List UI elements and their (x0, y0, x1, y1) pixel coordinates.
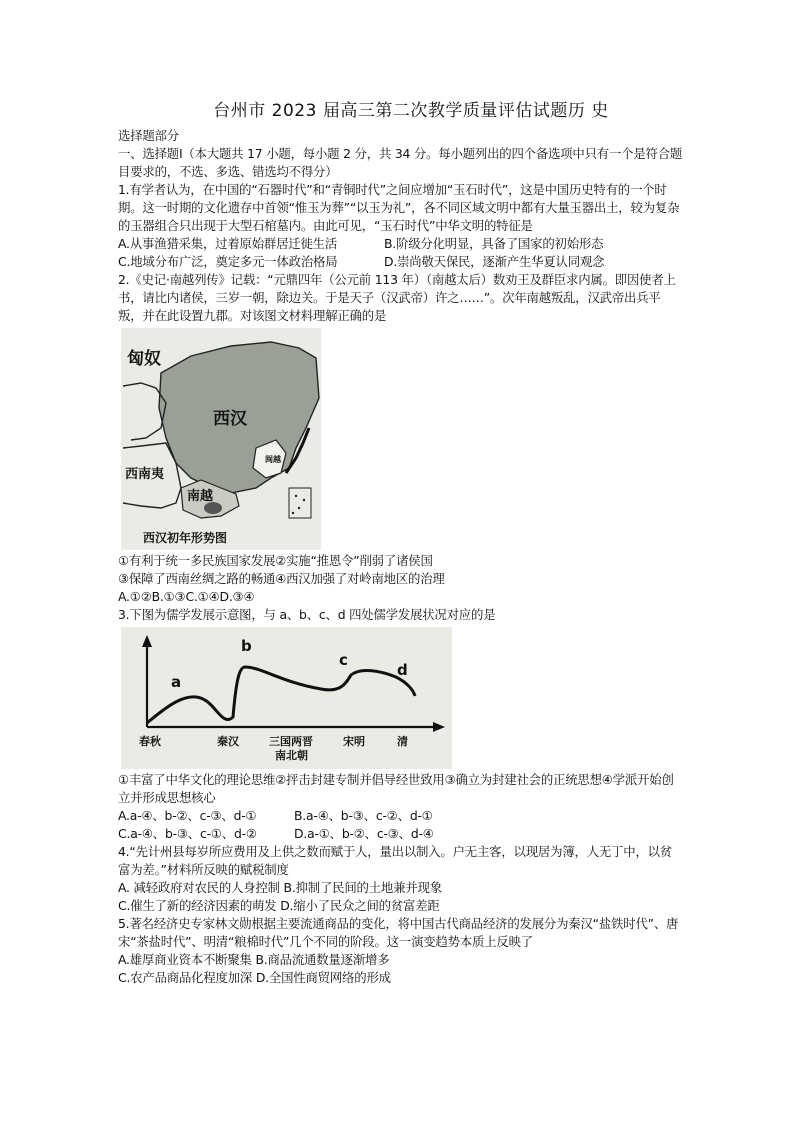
q3-options-row-1 (118, 807, 684, 825)
western-han-map (121, 328, 321, 550)
q2-stem: 2.《史记·南越列传》记载：“元鼎四年（公元前 113 年）（南越太后）数劝王及群臣求内属。即因使者上书，请比内诸侯，三岁一朝，除边关。于是天子（汉武帝）许之……”。次年南越叛乱，汉武帝出兵平叛，并在此设置九郡。对该图文材料理解正确的是 (118, 272, 676, 323)
map-drawing (121, 328, 321, 550)
q2-statements-1: ①有利于统一多民族国家发展②实施“推恩令”削弱了诸侯国 (118, 553, 433, 568)
map-label-xinanyi: 西南夷 (125, 467, 165, 482)
q3-options-row-2 (118, 825, 684, 843)
q5-stem: 5.著名经济史专家林文勋根据主要流通商品的变化，将中国古代商品经济的发展分为秦汉“盐铁时代”、唐宋“茶盐时代”、明清“粮棉时代”几个不同的阶段。这一演变趋势本质上反映了 (118, 916, 679, 949)
chart-period-nanbeichao: 南北朝 (275, 749, 308, 762)
chart-period-chunqiu: 春秋 (139, 735, 161, 748)
q3-option-d: D.a-①、b-②、c-③、d-④ (294, 826, 434, 841)
q3-statements: ①丰富了中华文化的理论思维②抨击封建专制并倡导经世致用③确立为封建社会的正统思想④学派开始创立并形成思想核心 (118, 772, 674, 805)
q5-options-ab: A.雄厚商业资本不断聚集 B.商品流通数量逐渐增多 (118, 952, 390, 967)
chart-point-a: a (171, 673, 182, 691)
q1-option-d: D.崇尚敬天保民，逐渐产生华夏认同观念 (384, 254, 605, 269)
chart-point-d: d (397, 661, 408, 679)
chart-period-qinhan: 秦汉 (217, 735, 239, 748)
chart-point-b: b (241, 637, 252, 655)
q2-statements-2: ③保障了西南丝绸之路的畅通④西汉加强了对岭南地区的治理 (118, 571, 445, 586)
chart-point-c: c (339, 651, 348, 669)
map-label-nanyue: 南越 (187, 489, 214, 504)
q2-options: A.①②B.①③C.①④D.③④ (118, 589, 255, 604)
q5-options-cd: C.农产品商品化程度加深 D.全国性商贸网络的形成 (118, 970, 391, 985)
q1-options-row-1 (118, 235, 684, 253)
map-caption: 西汉初年形势图 (143, 531, 228, 545)
exam-page (118, 96, 684, 987)
section-label: 选择题部分 (118, 128, 179, 143)
map-label-minyue: 闽越 (265, 454, 281, 464)
map-label-xihan: 西汉 (213, 409, 247, 429)
q4-stem: 4.“先计州县每岁所应费用及上供之数而赋于人，量出以制入。户无主客，以现居为簿，人无丁中，以贫富为差。”材料所反映的赋税制度 (118, 844, 673, 877)
section-instructions: 一、选择题Ⅰ（本大题共 17 小题，每小题 2 分，共 34 分。每小题列出的四个备选项中只有一个是符合题目要求的，不选、多选、错选均不得分） (118, 146, 683, 179)
q1-options-row-2 (118, 253, 684, 271)
chart-drawing (121, 627, 452, 769)
chart-period-qing: 清 (397, 735, 408, 748)
chart-period-sanguo: 三国两晋 (269, 735, 313, 748)
q1-stem: 1.有学者认为，在中国的“石器时代”和“青铜时代”之间应增加“玉石时代”，这是中国历史特有的一个时期。这一时期的文化遗存中首领“惟玉为葬”“以玉为礼”，各不同区域文明中都有大量玉器出土，较为复杂的玉器组合只出现于大型石棺墓内。由此可见，“玉石时代”中华文明的特征是 (118, 182, 680, 233)
q3-option-a: A.a-④、b-②、c-③、d-① (118, 808, 257, 823)
q4-options-cd: C.催生了新的经济因素的萌发 D.缩小了民众之间的贫富差距 (118, 898, 440, 913)
q4-options-ab: A. 减轻政府对农民的人身控制 B.抑制了民间的土地兼并现象 (118, 880, 442, 895)
q1-option-a: A.从事渔猎采集，过着原始群居迁徙生活 (118, 236, 338, 251)
q1-option-c: C.地域分布广泛，奠定多元一体政治格局 (118, 254, 338, 269)
confucianism-development-chart (121, 627, 452, 769)
exam-title: 台州市 2023 届高三第二次教学质量评估试题历 史 (213, 101, 609, 121)
q3-stem: 3.下图为儒学发展示意图，与 a、b、c、d 四处儒学发展状况对应的是 (118, 607, 496, 622)
q3-option-b: B.a-④、b-③、c-②、d-① (294, 808, 433, 823)
q1-option-b: B.阶级分化明显，具备了国家的初始形态 (384, 236, 604, 251)
q3-option-c: C.a-④、b-③、c-①、d-② (118, 826, 257, 841)
map-label-xiongnu: 匈奴 (127, 349, 161, 369)
chart-period-songming: 宋明 (343, 735, 365, 748)
